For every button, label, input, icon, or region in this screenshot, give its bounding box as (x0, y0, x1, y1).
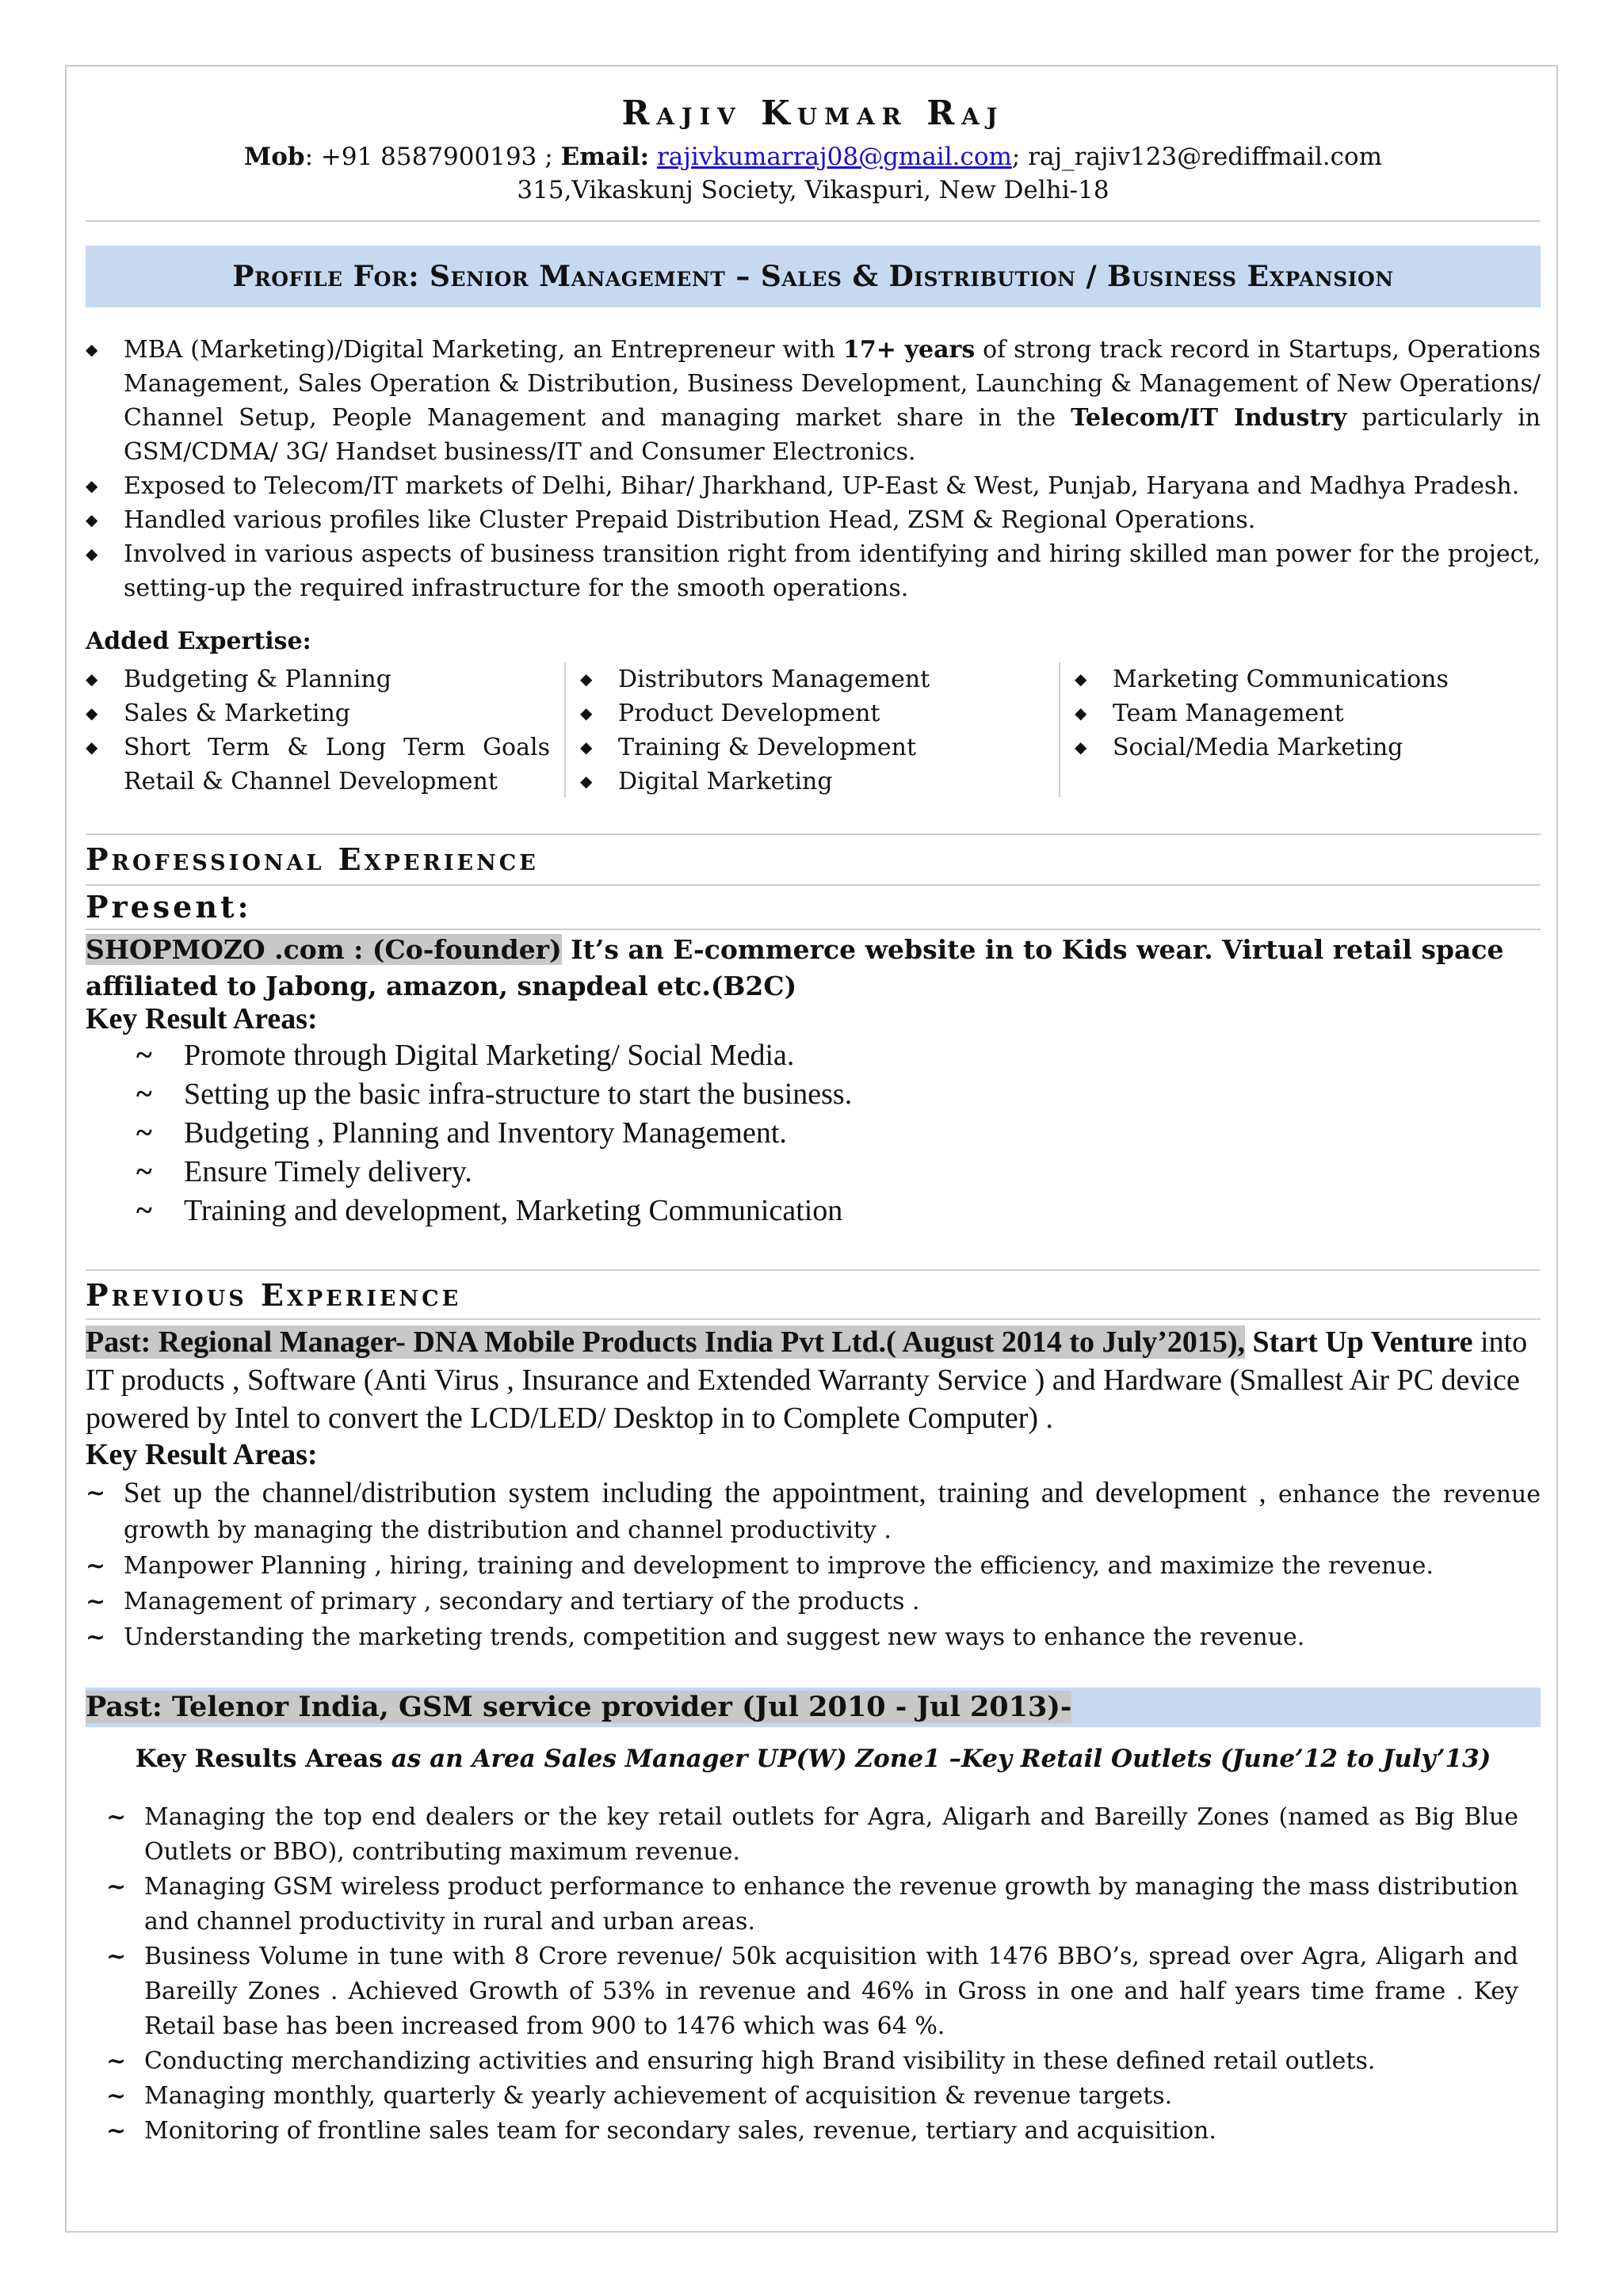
kra-item: ~ Training and development, Marketing Communication (136, 1192, 1484, 1230)
expertise-item: ◆ Team Management (1075, 696, 1541, 730)
professional-experience-heading: Professional Experience (86, 841, 539, 877)
expertise-divider (564, 662, 566, 797)
contact-line (86, 143, 1541, 171)
expertise-divider (1059, 662, 1060, 797)
profile-title-bar (86, 246, 1541, 307)
previous-startup: Start Up Venture (1245, 1325, 1473, 1359)
kra-item: ~ Setting up the basic infra-structure to start the business. (136, 1075, 1484, 1114)
email-label: Email: (560, 143, 650, 171)
section-divider (86, 1269, 1541, 1271)
telenor-kra-list (106, 1800, 1518, 2149)
present-heading: Present: (86, 889, 252, 925)
candidate-name-text: Rajiv Kumar Raj (621, 93, 1005, 132)
expertise-item: ◆ Digital Marketing (580, 765, 1044, 799)
telenor-title: Past: Telenor India, GSM service provider (Jul 2010 - Jul 2013)- (86, 1691, 1072, 1723)
kra-item: ~ Manpower Planning , hiring, training and development to improve the efficiency, and maximize the revenue. (86, 1548, 1541, 1584)
summary-item: ◆ Exposed to Telecom/IT markets of Delhi, Bihar/ Jharkhand, UP-East & West, Punjab, Haryana and Madhya Pradesh. (86, 469, 1541, 503)
present-kra-heading: Key Result Areas: (86, 1002, 318, 1035)
telenor-title-bar (86, 1688, 1541, 1727)
kra-item: ~ Management of primary , secondary and tertiary of the products . (86, 1584, 1541, 1619)
present-company: SHOPMOZO .com : (Co-founder) (86, 934, 562, 965)
section-divider (86, 1318, 1541, 1320)
candidate-name (86, 93, 1541, 132)
expertise-col-1 (86, 662, 550, 799)
telenor-kra-section (106, 1800, 1518, 2149)
kra-item: ~ Managing GSM wireless product performance to enhance the revenue growth by managing the mass distribution and channel productivity in rural and urban areas. (106, 1870, 1518, 1939)
previous-kra-heading: Key Result Areas: (86, 1438, 318, 1471)
summary-section (86, 333, 1541, 605)
expertise-item: ◆ Sales & Marketing (86, 696, 550, 730)
summary-item: ◆ Handled various profiles like Cluster Prepaid Distribution Head, ZSM & Regional Operations. (86, 503, 1541, 537)
kra-item: ~ Business Volume in tune with 8 Crore revenue/ 50k acquisition with 1476 BBO’s, spread over Agra, Aligarh and Bareilly Zones . Achieved Growth of 53% in revenue and 46% in Gross in one and half years time frame . Key Retail base has been increased from 900 to 1476 which was 64 %. (106, 1939, 1518, 2044)
previous-kra-list (86, 1475, 1541, 1655)
present-company-block (86, 932, 1541, 1005)
expertise-item: ◆ Training & Development (580, 730, 1044, 765)
mob-number: : +91 8587900193 ; (304, 143, 561, 171)
section-divider (86, 929, 1541, 930)
expertise-col-3 (1075, 662, 1541, 765)
summary-item: ◆ MBA (Marketing)/Digital Marketing, an Entrepreneur with 17+ years of strong track record in Startups, Operations Management, Sales Operation & Distribution, Business Development, Launching & Management of New Operations/ Channel Setup, People Management and managing market share in the Telecom/IT Industry particularly in GSM/CDMA/ 3G/ Handset business/IT and Consumer Electronics. (86, 333, 1541, 469)
previous-kra-section (86, 1475, 1541, 1655)
kra-item: ~ Understanding the marketing trends, competition and suggest new ways to enhance the revenue. (86, 1619, 1541, 1655)
kra-item: ~ Managing monthly, quarterly & yearly achievement of acquisition & revenue targets. (106, 2079, 1518, 2114)
kra-item: ~ Budgeting , Planning and Inventory Management. (136, 1114, 1484, 1153)
mob-label: Mob (243, 143, 305, 171)
telenor-kra-heading: Key Results Areas as an Area Sales Manager UP(W) Zone1 –Key Retail Outlets (June’12 to July’13) (135, 1745, 1491, 1773)
expertise-item: ◆ Budgeting & Planning (86, 662, 550, 696)
expertise-item: ◆ Social/Media Marketing (1075, 730, 1541, 765)
summary-list (86, 333, 1541, 605)
header-divider (86, 220, 1541, 222)
summary-item: ◆ Involved in various aspects of business transition right from identifying and hiring skilled man power for the project, setting-up the required infrastructure for the smooth operations. (86, 537, 1541, 605)
kra-item: ~ Set up the channel/distribution system including the appointment, training and development , enhance the revenue growth by managing the distribution and channel productivity . (86, 1475, 1541, 1548)
expertise-item: ◆ Product Development (580, 696, 1044, 730)
previous-experience-heading: Previous Experience (86, 1277, 462, 1313)
present-kra-section (136, 1036, 1484, 1230)
expertise-col-2 (580, 662, 1044, 799)
address: 315,Vikaskunj Society, Vikaspuri, New Delhi-18 (517, 176, 1109, 204)
kra-item: ~ Managing the top end dealers or the key retail outlets for Agra, Aligarh and Bareilly Zones (named as Big Blue Outlets or BBO), contributing maximum revenue. (106, 1800, 1518, 1870)
section-divider (86, 833, 1541, 835)
expertise-item: ◆ Marketing Communications (1075, 662, 1541, 696)
section-divider (86, 884, 1541, 886)
expertise-heading: Added Expertise: (86, 627, 311, 655)
previous-desc-block (86, 1323, 1541, 1437)
kra-item: ~ Promote through Digital Marketing/ Social Media. (136, 1036, 1484, 1075)
expertise-item: ◆ Short Term & Long Term Goals Retail & Channel Development (86, 730, 550, 799)
profile-title: Profile For: Senior Management – Sales & Distribution / Business Expansion (232, 260, 1394, 293)
present-kra-list (136, 1036, 1484, 1230)
expertise-item: ◆ Distributors Management (580, 662, 1044, 696)
previous-title: Past: Regional Manager- DNA Mobile Products India Pvt Ltd.( August 2014 to July’2015), (86, 1325, 1245, 1359)
kra-item: ~ Monitoring of frontline sales team for secondary sales, revenue, tertiary and acquisition. (106, 2114, 1518, 2149)
email-link[interactable]: rajivkumarraj08@gmail.com (656, 143, 1012, 171)
previous-desc: into IT products , Software (Anti Virus , Insurance and Extended Warranty Service ) and Hardware (Smallest Air PC device powered by Intel to convert the LCD/LED/ Desktop in to Complete Computer) . (86, 1325, 1528, 1435)
kra-item: ~ Conducting merchandizing activities and ensuring high Brand visibility in these defined retail outlets. (106, 2044, 1518, 2079)
email-secondary: ; raj_rajiv123@rediffmail.com (1011, 143, 1383, 171)
present-desc: It’s an E-commerce website in to Kids wear. Virtual retail space affiliated to Jabong, amazon, snapdeal etc.(B2C) (86, 934, 1504, 1001)
kra-item: ~ Ensure Timely delivery. (136, 1153, 1484, 1192)
